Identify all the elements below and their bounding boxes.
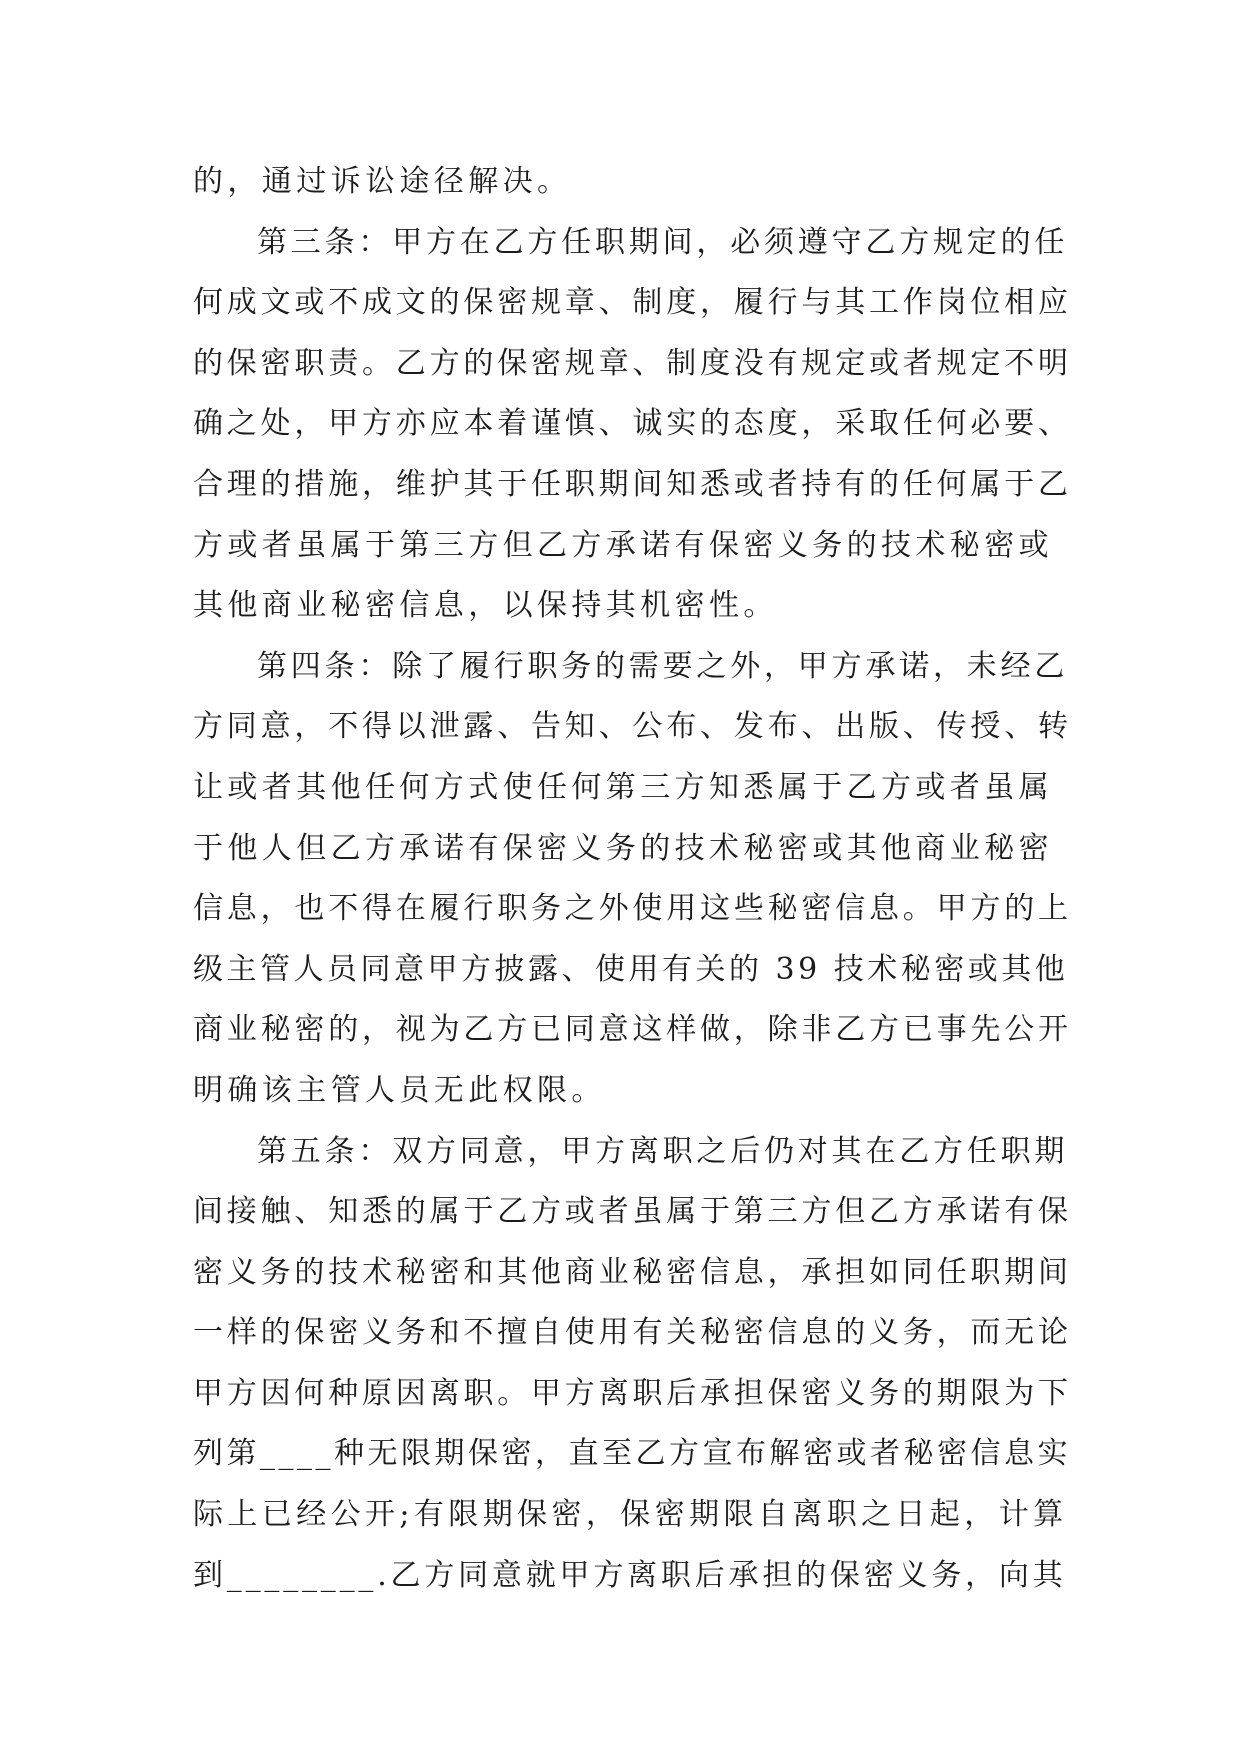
article-4-first-line: 第四条：除了履行职务的需要之外，甲方承诺，未经乙 (257, 648, 1069, 684)
text-line: 方同意，不得以泄露、告知、公布、发布、出版、传授、转 (193, 709, 1072, 745)
text-line: 际上已经公开;有限期保密，保密期限自离职之日起，计算 (193, 1497, 1068, 1533)
text-line: 的，通过诉讼途径解决。 (193, 164, 572, 199)
text-line: 方或者虽属于第三方但乙方承诺有保密义务的技术秘密或 (193, 527, 1053, 563)
text-line: 其他商业秘密信息，以保持其机密性。 (193, 588, 778, 624)
article-3-first-line: 第三条：甲方在乙方任职期间，必须遵守乙方规定的任 (257, 224, 1069, 260)
text-line: 合理的措施，维护其于任职期间知悉或者持有的任何属于乙 (193, 466, 1072, 502)
text-line: 列第____种无限期保密，直至乙方宣布解密或者秘密信息实 (193, 1436, 1071, 1472)
text-line: 级主管人员同意甲方披露、使用有关的 39 技术秘密或其他 (193, 951, 1069, 987)
body-text (193, 152, 1073, 1606)
text-line: 密义务的技术秘密和其他商业秘密信息，承担如同任职期间 (193, 1254, 1072, 1290)
article-5-first-line: 第五条：双方同意，甲方离职之后仍对其在乙方任职期 (257, 1133, 1069, 1169)
text-line: 明确该主管人员无此权限。 (193, 1072, 606, 1108)
text-line: 一样的保密义务和不擅自使用有关秘密信息的义务，而无论 (193, 1315, 1072, 1351)
text-line: 于他人但乙方承诺有保密义务的技术秘密或其他商业秘密 (193, 830, 1053, 866)
text-line: 何成文或不成文的保密规章、制度，履行与其工作岗位相应 (193, 285, 1072, 321)
text-line: 的保密职责。乙方的保密规章、制度没有规定或者规定不明 (193, 345, 1072, 381)
text-line: 到________.乙方同意就甲方离职后承担的保密义务，向其 (193, 1557, 1067, 1593)
text-line: 甲方因何种原因离职。甲方离职后承担保密义务的期限为下 (193, 1375, 1072, 1411)
text-line: 确之处，甲方亦应本着谨慎、诚实的态度，采取任何必要、 (193, 406, 1072, 442)
text-line: 间接触、知悉的属于乙方或者虽属于第三方但乙方承诺有保 (193, 1194, 1072, 1230)
text-line: 让或者其他任何方式使任何第三方知悉属于乙方或者虽属 (193, 769, 1053, 805)
text-line: 商业秘密的，视为乙方已同意这样做，除非乙方已事先公开 (193, 1012, 1072, 1048)
text-line: 信息，也不得在履行职务之外使用这些秘密信息。甲方的上 (193, 891, 1072, 927)
